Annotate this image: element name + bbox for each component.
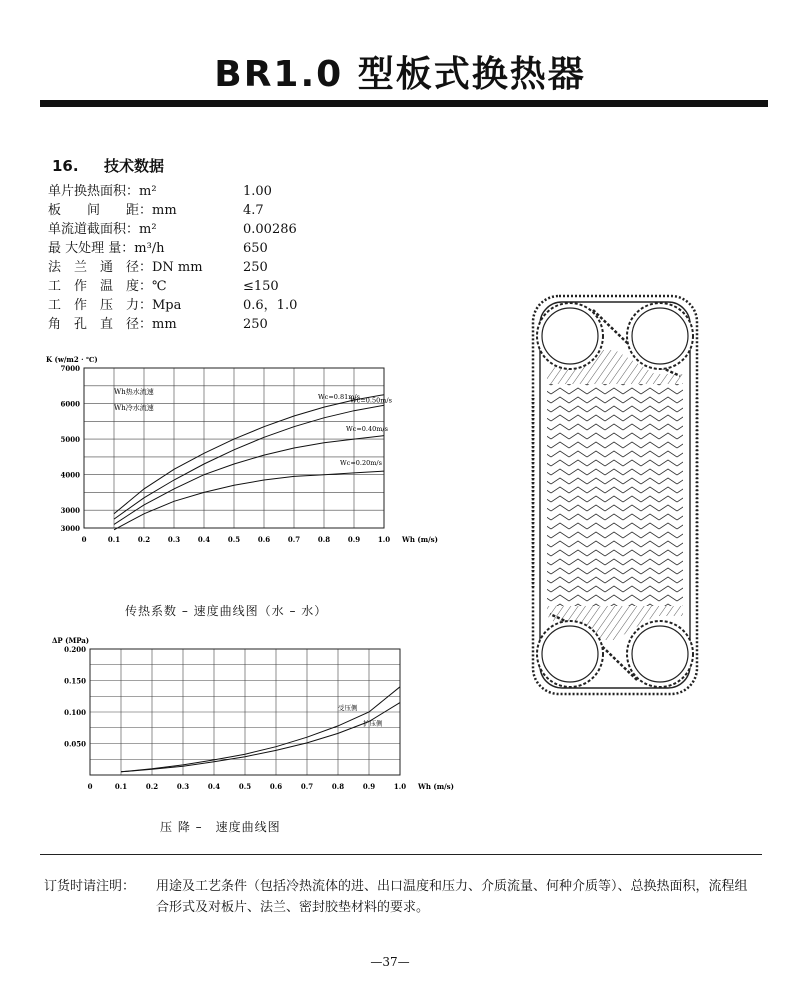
x-tick-label: 0 — [87, 782, 93, 791]
x-tick-label: 0.1 — [107, 535, 121, 544]
spec-row — [48, 201, 297, 220]
x-tick-label: 0.8 — [331, 782, 345, 791]
x-tick-label: 1.0 — [393, 782, 407, 791]
spec-row — [48, 220, 297, 239]
legend-entry: Wh冷水流速 — [114, 404, 154, 412]
series-label: Wc=0.81m/s — [318, 393, 360, 402]
x-tick-label: 0.5 — [227, 535, 241, 544]
x-tick-label: 0.3 — [176, 782, 190, 791]
spec-label: 工 作 压 力：Mpa — [48, 298, 182, 313]
y-tick-label: 3000 — [60, 524, 80, 533]
page-title: BR1.0 型板式换热器 — [214, 54, 586, 95]
y-tick-label: 3000 — [60, 506, 80, 516]
x-tick-label: 0.7 — [300, 782, 314, 791]
y-tick-label: 0.200 — [64, 645, 86, 654]
heat-transfer-chart-caption: 传热系数 – 速度曲线图（水 – 水） — [125, 604, 328, 618]
x-tick-label: 0.4 — [197, 535, 211, 544]
x-tick-label: 0 — [81, 535, 87, 544]
y-tick-label: 0.050 — [64, 739, 86, 749]
y-tick-label: 5000 — [60, 435, 80, 445]
section-heading — [52, 155, 164, 176]
footer-rule — [40, 854, 762, 855]
spec-label: 角 孔 直 径：mm — [48, 317, 177, 332]
series-label: 受压侧 — [338, 703, 358, 712]
spec-label: 工 作 温 度：℃ — [48, 279, 167, 294]
y-axis-label: ΔP (MPa) — [52, 636, 90, 645]
spec-table — [48, 182, 297, 334]
spec-value: 250 — [243, 317, 268, 332]
x-tick-label: 0.1 — [114, 782, 128, 791]
spec-label: 单片换热面积：m² — [48, 184, 157, 199]
spec-row — [48, 296, 297, 315]
spec-row — [48, 239, 297, 258]
title-rule — [40, 100, 768, 107]
series-label: Wc=0.40m/s — [346, 425, 388, 434]
x-tick-label: 1.0 — [377, 535, 391, 544]
spec-row — [48, 258, 297, 277]
spec-row — [48, 277, 297, 296]
spec-row — [48, 315, 297, 334]
series-line — [121, 703, 400, 772]
order-note — [44, 876, 764, 918]
x-tick-label: 0.2 — [145, 782, 159, 791]
series-label: 扩压侧 — [363, 719, 383, 728]
series-line — [114, 471, 384, 530]
pressure-drop-chart-svg — [44, 633, 464, 803]
spec-row — [48, 182, 297, 201]
spec-value: 0.00286 — [243, 222, 297, 237]
section-title: 技术数据 — [104, 157, 165, 175]
x-tick-label: 0.8 — [317, 535, 331, 544]
spec-label: 板 间 距：mm — [48, 203, 177, 218]
series-line — [114, 436, 384, 525]
series-label: Wc=0.20m/s — [340, 458, 382, 467]
order-note-text: 用途及工艺条件（包括冷热流体的进、出口温度和压力、介质流量、何种介质等）、总换热面积，流程组合形式及对板片、法兰、密封胶垫材料的要求。 — [156, 879, 748, 915]
legend-entry: Wh热水流速 — [114, 388, 154, 396]
spec-value: ≤150 — [243, 279, 279, 294]
x-tick-label: 0.4 — [207, 782, 221, 791]
x-tick-label: 0.5 — [238, 782, 252, 791]
heat-transfer-chart-svg — [44, 352, 464, 552]
y-tick-label: 0.150 — [64, 676, 86, 686]
spec-label: 法 兰 通 径：DN mm — [48, 260, 203, 275]
x-tick-label: 0.9 — [362, 782, 376, 791]
spec-label: 单流道截面积：m² — [48, 222, 157, 237]
y-tick-label: 7000 — [60, 364, 80, 373]
y-tick-label: 6000 — [60, 399, 80, 409]
series-line — [114, 395, 384, 514]
section-number: 16. — [52, 157, 79, 175]
x-axis-label: Wh (m/s) — [402, 535, 438, 544]
x-tick-label: 0.6 — [269, 782, 283, 791]
y-tick-label: 0.100 — [64, 708, 86, 717]
spec-value: 250 — [243, 260, 268, 275]
y-tick-label: 4000 — [60, 470, 80, 480]
spec-value: 650 — [243, 241, 268, 256]
order-note-lead: 订货时请注明： — [44, 879, 136, 894]
spec-value: 0.6，1.0 — [243, 298, 298, 313]
spec-value: 1.00 — [243, 184, 272, 199]
heat-transfer-chart — [44, 352, 464, 556]
spec-label: 最 大处理 量：m³/h — [48, 241, 165, 256]
series-label: Wc=0.50m/s — [350, 396, 392, 405]
x-tick-label: 0.6 — [257, 535, 271, 544]
page-number: —37— — [370, 955, 410, 969]
pressure-drop-chart-caption: 压 降 – 速度曲线图 — [160, 820, 281, 834]
plate-drawing — [515, 288, 715, 703]
x-tick-label: 0.3 — [167, 535, 181, 544]
x-tick-label: 0.7 — [287, 535, 301, 544]
x-tick-label: 0.9 — [347, 535, 361, 544]
x-tick-label: 0.2 — [137, 535, 151, 544]
pressure-drop-chart — [44, 633, 464, 807]
x-axis-label: Wh (m/s) — [418, 782, 454, 791]
y-axis-label: K (w/m2 · ℃) — [46, 355, 98, 364]
spec-value: 4.7 — [243, 203, 264, 218]
